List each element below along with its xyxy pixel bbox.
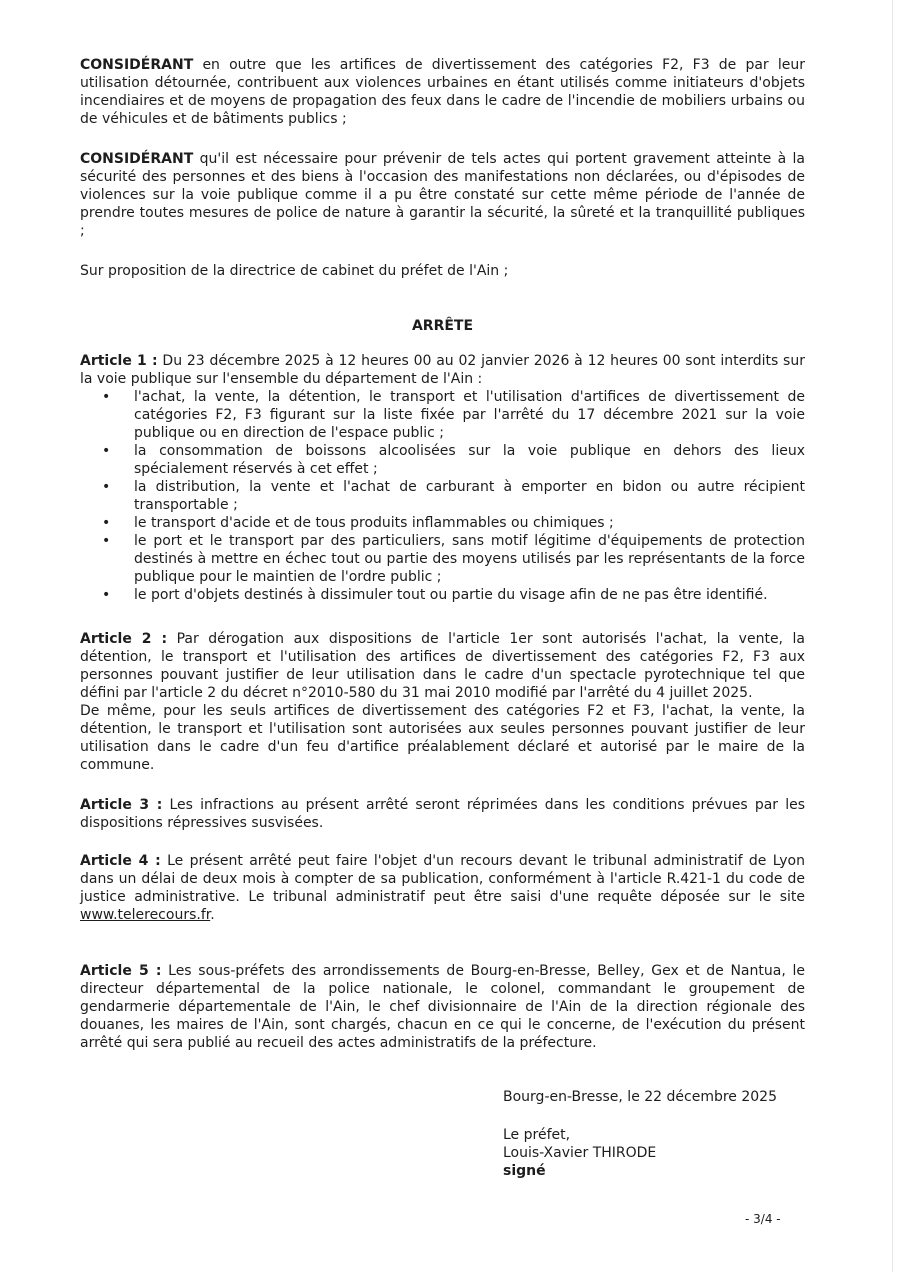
article-1-label: Article 1 : <box>80 353 158 369</box>
signature-signed: signé <box>503 1163 546 1179</box>
article-2 <box>80 630 805 774</box>
article-5-text: Les sous-préfets des arrondissements de Bourg-en-Bresse, Belley, Gex et de Nantua, le directeur départemental de la police nationale, le colonel, commandant le groupement de gendarmerie départementale de l'Ain, le chef divisionnaire de l'Ain de la direction régionale des douanes, les maires de l'Ain, sont chargés, chacun en ce qui le concerne, de l'exécution du présent arrêté qui sera publié au recueil des actes administratifs de la préfecture. <box>80 963 805 1051</box>
article-1 <box>80 352 805 604</box>
article-1-text: Du 23 décembre 2025 à 12 heures 00 au 02 janvier 2026 à 12 heures 00 sont interdits sur la voie publique sur l'ensemble du département de l'Ain : <box>80 353 805 387</box>
article-1-list <box>80 388 805 604</box>
article-2-label: Article 2 : <box>80 631 168 647</box>
page-edge <box>892 0 893 1272</box>
article-4-label: Article 4 : <box>80 853 161 869</box>
article-1-intro <box>80 352 805 388</box>
signature-title: Le préfet, <box>503 1127 571 1143</box>
article-3 <box>80 796 805 832</box>
list-item: • le transport d'acide et de tous produits inflammables ou chimiques ; <box>80 514 805 532</box>
considerant-paragraph-1 <box>80 56 805 128</box>
article-2-text: Par dérogation aux dispositions de l'article 1er sont autorisés l'achat, la vente, la détention, le transport et l'utilisation des artifices de divertissement des catégories F2, F3 aux personnes pouvant justifier de leur utilisation dans le cadre d'un spectacle pyrotechnique tel que défini par l'article 2 du décret n°2010-580 du 31 mai 2010 modifié par l'arrêté du 4 juillet 2025. <box>80 631 805 701</box>
considerant-paragraph-2 <box>80 150 805 240</box>
article-2-paragraph <box>80 630 805 702</box>
list-item: • la distribution, la vente et l'achat de carburant à emporter en bidon ou autre récipient transportable ; <box>80 478 805 514</box>
considerant-keyword: CONSIDÉRANT <box>80 57 194 73</box>
arrete-heading: ARRÊTE <box>411 318 474 334</box>
signature-place-date: Bourg-en-Bresse, le 22 décembre 2025 <box>503 1089 777 1105</box>
list-item: • l'achat, la vente, la détention, le transport et l'utilisation d'artifices de divertissement de catégories F2, F3 figurant sur la liste fixée par l'arrêté du 17 décembre 2021 sur la voie publique ou en direction de l'espace public ; <box>80 388 805 442</box>
article-5-label: Article 5 : <box>80 963 162 979</box>
article-5 <box>80 962 805 1052</box>
signature-name: Louis-Xavier THIRODE <box>503 1145 657 1161</box>
article-3-text: Les infractions au présent arrêté seront réprimées dans les conditions prévues par les dispositions répressives susvisées. <box>80 797 805 831</box>
article-4-text: Le présent arrêté peut faire l'objet d'un recours devant le tribunal administratif de Lyon dans un délai de deux mois à compter de sa publication, conformément à l'article R.421-1 du code de justice administrative. Le tribunal administratif peut être saisi d'une requête déposée sur le site <box>80 853 805 905</box>
article-2-paragraph-2: De même, pour les seuls artifices de divertissement des catégories F2 et F3, l'achat, la vente, la détention, le transport et l'utilisation sont autorisées aux seules personnes pouvant justifier de leur utilisation dans le cadre d'un feu d'artifice préalablement déclaré et autorisé par le maire de la commune. <box>80 703 805 773</box>
page-number: - 3/4 - <box>745 1212 781 1226</box>
telerecours-link[interactable]: www.telerecours.fr <box>80 907 211 923</box>
article-3-label: Article 3 : <box>80 797 163 813</box>
article-4 <box>80 852 805 924</box>
considerant-text: qu'il est nécessaire pour prévenir de tels actes qui portent gravement atteinte à la sécurité des personnes et des biens à l'occasion des manifestations non déclarées, ou d'épisodes de violences sur la voie publique comme il a pu être constaté sur cette même période de l'année de prendre toutes mesures de police de nature à garantir la sécurité, la sûreté et la tranquillité publiques ; <box>80 151 805 239</box>
list-item: • le port et le transport par des particuliers, sans motif légitime d'équipements de protection destinés à mettre en échec tout ou partie des moyens utilisés par les représentants de la force publique pour le maintien de l'ordre public ; <box>80 532 805 586</box>
article-4-end: . <box>210 907 215 923</box>
considerant-text: en outre que les artifices de divertissement des catégories F2, F3 de par leur utilisation détournée, contribuent aux violences urbaines en étant utilisés comme initiateurs d'objets incendiaires et de moyens de propagation des feux dans le cadre de l'incendie de mobiliers urbains ou de véhicules et de bâtiments publics ; <box>80 57 805 127</box>
list-item: • la consommation de boissons alcoolisées sur la voie publique en dehors des lieux spécialement réservés à cet effet ; <box>80 442 805 478</box>
proposition-paragraph: Sur proposition de la directrice de cabinet du préfet de l'Ain ; <box>80 263 509 279</box>
list-item: • le port d'objets destinés à dissimuler tout ou partie du visage afin de ne pas être identifié. <box>80 586 805 604</box>
considerant-keyword: CONSIDÉRANT <box>80 151 194 167</box>
